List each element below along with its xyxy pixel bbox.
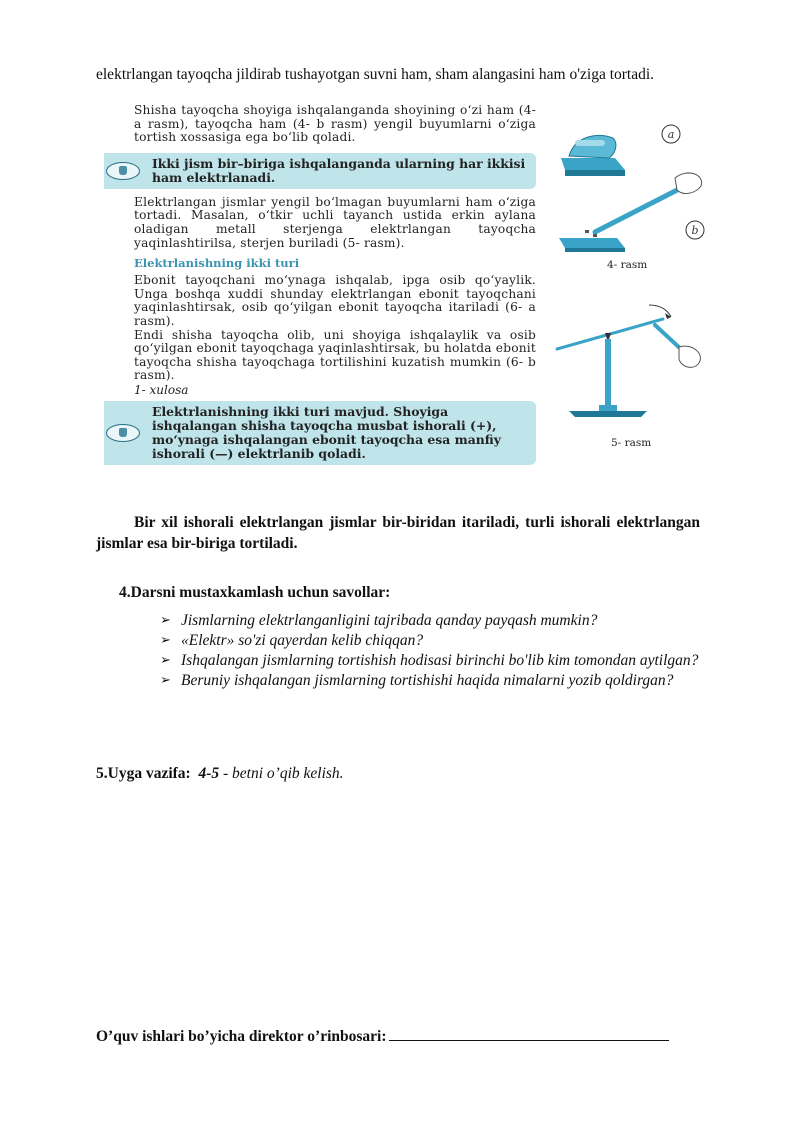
list-item: [160, 611, 700, 631]
arrow-bullet-icon: ➢: [160, 653, 171, 668]
section-4-title: 4.Darsni mustaxkamlash uchun savollar:: [119, 584, 391, 601]
highlight-2-text: Elektrlanishning ikki turi mavjud. Shoyiga ishqalangan shisha tayoqcha musbat ishorali (+), mo‘ynaga ishqalangan ebonit tayoqcha esa manfiy ishorali (—) elektrlanib qoladi.: [152, 403, 501, 461]
signature-blank: [389, 1024, 669, 1041]
section-5-label: 5.Uyga vazifa:: [96, 765, 191, 782]
question-text: Beruniy ishqalangan jismlarning tortishishi haqida nimalarni yozib qoldirgan?: [181, 672, 674, 689]
figure-5-illustration: [555, 299, 705, 429]
figure-4b-illustration: [555, 164, 705, 259]
arrow-bullet-icon: ➢: [160, 673, 171, 688]
signature-line: [96, 1024, 669, 1046]
pointing-hand-icon: [106, 162, 140, 180]
list-item: [160, 631, 700, 651]
arrow-bullet-icon: ➢: [160, 633, 171, 648]
section-5-homework: [96, 765, 344, 783]
homework-text: - betni o’qib kelish.: [219, 765, 344, 782]
homework-pages: 4-5: [198, 765, 220, 782]
arrow-bullet-icon: ➢: [160, 613, 171, 628]
list-item: [160, 671, 700, 691]
textbook-highlight-1: [104, 153, 536, 189]
conclusion-label: 1- xulosa: [134, 382, 189, 397]
textbook-paragraph-2: Elektrlangan jismlar yengil bo‘lmagan buyumlarni ham o‘ziga tortadi. Masalan, o‘tkir uchli tayanch ustida erkin aylana oladigan metall sterjenga elektrlangan tayoqcha yaqinlashtirilsa, sterjen buriladi (5- rasm).: [134, 194, 536, 250]
figure-4a-label: a: [667, 128, 675, 141]
question-text: Jismlarning elektrlanganligini tajribada qanday payqash mumkin?: [181, 612, 598, 629]
textbook-highlight-2: [104, 401, 536, 465]
figure-4-caption: 4- rasm: [607, 259, 648, 271]
bold-statement: Bir xil ishorali elektrlangan jismlar bir-biridan itariladi, turli ishorali elektrlangan jismlar esa bir-biriga tortiladi.: [96, 514, 700, 552]
textbook-text-column: [100, 104, 536, 465]
question-text: «Elektr» so'zi qayerdan kelib chiqqan?: [181, 632, 424, 649]
signature-label: O’quv ishlari bo’yicha direktor o’rinbosari:: [96, 1028, 387, 1045]
textbook-paragraph-1: Shisha tayoqcha shoyiga ishqalanganda shoyining o‘zi ham (4- a rasm), tayoqcha ham (4- b rasm) yengil buyumlarni o‘ziga tortish xossasiga ega bo‘lib qoladi.: [134, 103, 536, 145]
intro-paragraph: elektrlangan tayoqcha jildirab tushayotgan suvni ham, sham alangasini ham o'ziga tortadi.: [96, 66, 655, 83]
figure-5-caption: 5- rasm: [611, 437, 652, 449]
list-item: [160, 651, 700, 671]
textbook-figures: [555, 104, 705, 476]
textbook-excerpt-image: [100, 104, 700, 476]
figure-4b-label: b: [691, 224, 699, 237]
textbook-subheading: Elektrlanishning ikki turi: [134, 256, 300, 271]
questions-list: [160, 611, 700, 691]
question-text: Ishqalangan jismlarning tortishish hodisasi birinchi bo'lib kim tomondan aytilgan?: [181, 652, 699, 669]
highlight-1-text: Ikki jism bir–biriga ishqalanganda ularning har ikkisi ham elektrlanadi.: [152, 155, 526, 185]
pointing-hand-icon: [106, 424, 140, 442]
textbook-paragraph-3: Ebonit tayoqchani mo‘ynaga ishqalab, ipga osib qo‘yaylik. Unga boshqa xuddi shunday elektrlangan ebonit tayoqchani yaqinlashtirsak, osib qo‘yilgan ebonit tayoqcha itariladi (6- a rasm).: [134, 273, 536, 328]
textbook-paragraph-4: Endi shisha tayoqcha olib, uni shoyiga ishqalaylik va osib qo‘yilgan ebonit tayoqchaga yaqinlashtirsak, bu holatda ebonit tayoqcha shisha tayoqchaga tortilishini kuzatish mumkin (6- b rasm).: [134, 327, 536, 383]
